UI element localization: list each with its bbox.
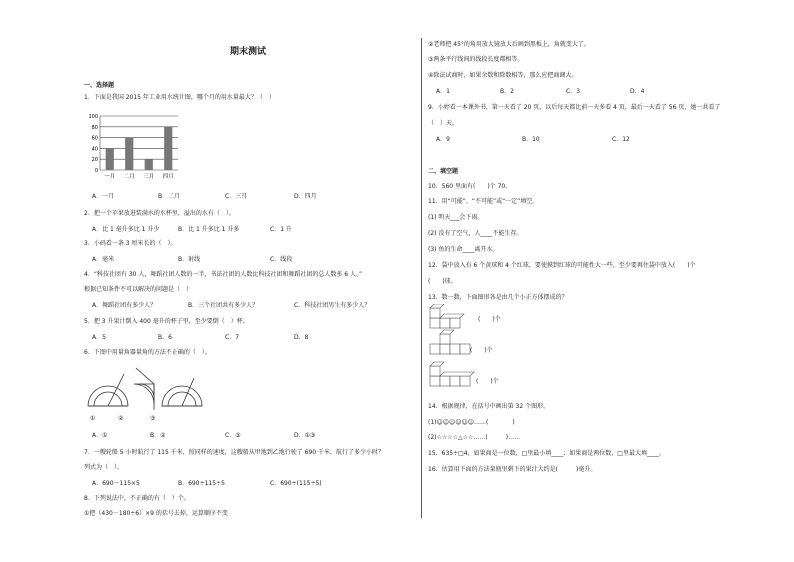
q9-option-b[interactable]: B．10 [522,136,540,143]
q5-option-b[interactable]: B．6 [158,334,172,341]
q13-blank-2: ( )个 [470,347,493,354]
q8-option-c[interactable]: C．3 [566,88,581,95]
q1-option-c[interactable]: C．三月 [225,193,248,200]
q7-text-line1: 7．一艘轮船 5 小时航行了 115 千米，照同样的速度，这艘船从甲地到乙地行驶了 690 千米，航行了多少小时？ [84,449,384,456]
q4-option-c[interactable]: C．科技社团男生有多少人？ [294,302,371,309]
q7-text-line2: 列式为（ ）。 [84,464,124,471]
q11-text: 11．用“可能”、“不可能”或“一定”填空。 [428,198,539,205]
chart-bar [125,138,133,170]
q1-option-a[interactable]: A．一月 [92,193,115,200]
chart-y-tick-label: 80 [91,124,98,131]
column-divider [421,38,422,518]
q13-blank-3: ( )个 [476,378,499,385]
q16-text: 16．估算用下面的方法量瓶里剩下的果汁大约是( )毫升。 [428,466,597,473]
water-bar-chart [86,112,186,184]
q8-option-a[interactable]: A．1 [436,88,450,95]
q2-option-a[interactable]: A．比 1 毫升多比 1 升少 [92,226,160,233]
q8-statement-4: ④除法试商时，如果余数和除数相等，那么应把商调大。 [428,72,578,79]
section-choice: 一、选择题 [84,82,115,89]
q6-option-a[interactable]: A．① [92,432,108,439]
q3-option-b[interactable]: B．射线 [178,256,201,263]
q1-text: 1．下面是我国 2015 年工业用水统计图，哪个月的用水量最大？（ ） [84,94,275,101]
q14-item-1: (1)☺☺☺☺☺☺……( ) [428,419,515,426]
chart-bar [145,159,153,170]
q8-statement-2: ②老师把 45°的角用放大镜放大后画到黑板上，角就变大了。 [428,41,590,48]
q11-item-1: (1) 明天___会下雨。 [428,214,484,221]
q7-option-a[interactable]: A．690－115×5 [92,480,140,487]
q4-text-line1: 4．“科技社团有 30 人，舞蹈社团人数的一半，书法社团的人数比科技社团和舞蹈社团的总人数多 6 人。” [84,271,363,278]
q9-text-line1: 9．小婷看一本课外书，第一天看了 20 页，以后每天都比前一天多看 4 页，最后一天看了 56 页，她一共看了 [428,104,721,111]
q9-text-line2: （ ）天。 [428,120,459,127]
q12-text-line2: ( )球。 [428,278,457,285]
q8-text: 8．下列说法中，不正确的有（ ）个。 [84,495,190,502]
q15-text: 15．635÷□4，如果商是一位数，□里最小填____；如果商是两位数，□里最大填____。 [428,450,665,457]
protractor-figures [84,364,204,412]
chart-y-tick-label: 60 [91,135,98,142]
q4-option-b[interactable]: B．三个社团共有多少人？ [188,302,259,309]
chart-x-tick-label: 一月 [104,174,116,180]
q5-option-d[interactable]: D．8 [294,334,309,341]
q9-option-c[interactable]: C．12 [612,136,630,143]
page-title: 期末测试 [230,47,267,57]
q4-option-a[interactable]: A．舞蹈社团有多少人？ [92,302,157,309]
q11-item-2: (2) 没有了空气，人____不能生存。 [428,230,523,237]
q8-option-d[interactable]: D．4 [630,88,645,95]
q6-option-d[interactable]: D．①③ [294,432,316,439]
q14-item-2: (2)☆☆☆☆△☆☆……( )…… [428,434,521,441]
q14-text: 14．根据规律，在括号中画出第 32 个图形。 [428,403,550,410]
q2-option-b[interactable]: B．比 1 升多比 1 升多 [178,226,240,233]
q1-option-d[interactable]: D．四月 [294,193,317,200]
q2-option-c[interactable]: C．1 升 [270,226,292,233]
q6-text: 6．下图中用量角器量角的方法不正确的（ ）。 [84,349,211,356]
q12-text-line1: 12．袋中放入有 6 个黄球和 4 个红球，要使摸到红球的可能性大一些，至少要再往袋中放入( )个 [428,262,696,269]
q8-statement-1: ①把（430－180÷6）×9 的括号去掉，运算顺序不变 [84,510,228,517]
q7-option-b[interactable]: B．690÷115÷5 [178,480,225,487]
chart-bar [106,148,114,170]
q6-label-1: ① [90,415,96,422]
q8-statement-3: ③两条平行线间的线段长度都相等。 [428,56,524,63]
q10-text: 10．560 里面有( )个 70。 [428,183,512,190]
q9-option-a[interactable]: A．9 [436,136,450,143]
section-fill: 二、填空题 [428,168,459,175]
q6-option-c[interactable]: C．③ [225,432,241,439]
chart-y-tick-label: 20 [91,157,98,164]
q4-text-line2: 根据已知条件不可以解决的问题是（ ） [84,286,193,293]
chart-x-tick-label: 二月 [123,174,135,180]
q1-option-b[interactable]: B．二月 [158,193,181,200]
q3-text: 3．小码看一条 3 厘米长的（ ）。 [84,240,177,247]
chart-x-tick-label: 三月 [143,174,155,180]
q3-option-c[interactable]: C．线段 [270,256,293,263]
chart-y-tick-label: 0 [94,168,98,174]
q13-blank-1: ( )个 [478,316,501,323]
q6-label-3: ③ [150,415,156,422]
q2-text: 2．把一个苹果放进装满水的水杯里，溢出的水有（ ）。 [84,210,235,217]
chart-x-tick-label: 四月 [162,174,174,180]
q5-text: 5．把 3 升果汁倒入 400 毫升的杯子里，至少要倒（ ）杯。 [84,318,249,325]
q7-option-c[interactable]: C．690÷(115÷5) [270,480,322,487]
q8-option-b[interactable]: B．2 [500,88,514,95]
chart-y-tick-label: 40 [91,146,98,153]
q3-option-a[interactable]: A．毫米 [92,256,115,263]
q5-option-c[interactable]: C．7 [225,334,240,341]
q11-item-3: (3) 鱼的生命____离开水。 [428,246,499,253]
q5-option-a[interactable]: A．5 [92,334,106,341]
q6-label-2: ② [118,415,124,422]
q6-option-b[interactable]: B．② [150,432,166,439]
chart-bar [164,127,172,170]
chart-y-tick-label: 100 [88,114,98,120]
q13-text: 13．数一数，下面图形各是由几个小正方体摆成的？ [428,294,568,301]
